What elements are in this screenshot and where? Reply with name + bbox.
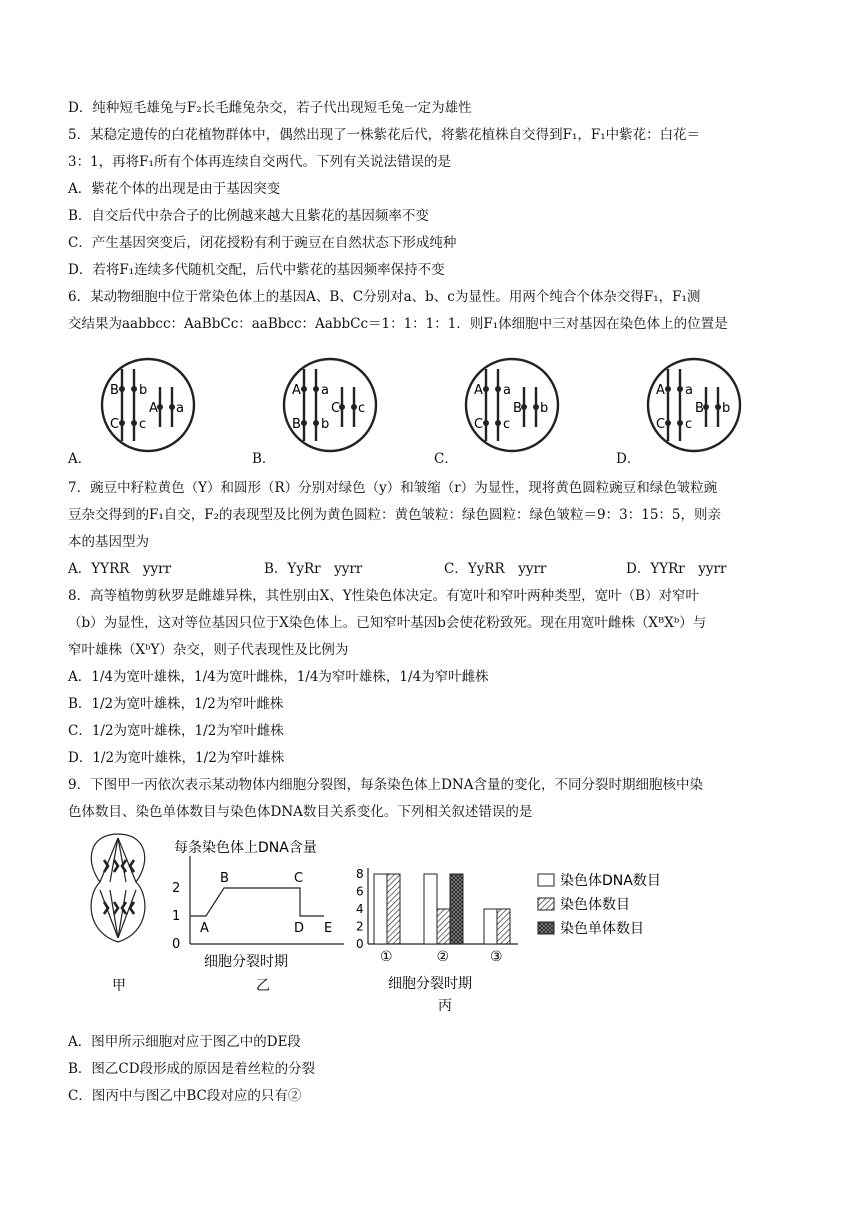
gene-locus bbox=[131, 386, 137, 392]
legend-label: 染色单体数目 bbox=[560, 921, 644, 937]
yi-ytick: 1 bbox=[172, 909, 181, 924]
gene-label: c bbox=[685, 417, 693, 432]
text-line: D．纯种短毛雄兔与F₂长毛雌兔杂交，若子代出现短毛兔一定为雄性 bbox=[68, 100, 472, 116]
option-a: A．图甲所示细胞对应于图乙中的DE段 bbox=[68, 1034, 301, 1050]
gene-locus bbox=[301, 386, 307, 392]
question-9-figure bbox=[82, 830, 702, 1015]
gene-label: A bbox=[656, 383, 665, 398]
figure-jia-caption: 甲 bbox=[112, 978, 126, 994]
question-7-stem-end: 本的基因型为 bbox=[68, 534, 149, 550]
question-5-stem: 5．某稳定遗传的白花植物群体中，偶然出现了一株紫花后代，将紫花植株自交得到F₁，F₁中紫花：白花＝ bbox=[68, 127, 701, 143]
option-c-label: C． bbox=[434, 451, 458, 467]
question-7-options bbox=[68, 559, 726, 579]
option-c: C．产生基因突变后，闭花授粉有利于豌豆在自然状态下形成纯种 bbox=[68, 235, 457, 251]
bing-xlabel: 细胞分裂时期 bbox=[388, 976, 472, 992]
yi-ytick: 0 bbox=[172, 937, 181, 952]
yi-xlabel: 细胞分裂时期 bbox=[204, 954, 288, 970]
question-9-stem: 9．下图甲一丙依次表示某动物体内细胞分裂图，每条染色体上DNA含量的变化，不同分裂时期细胞核中染 bbox=[68, 777, 703, 793]
bing-caption: 丙 bbox=[438, 998, 452, 1014]
yi-point-label: D bbox=[294, 921, 305, 936]
legend-swatch-dna bbox=[538, 874, 554, 886]
option-b: B．1/2为宽叶雄株，1/2为窄叶雌株 bbox=[68, 696, 284, 712]
option-b: B．图乙CD段形成的原因是着丝粒的分裂 bbox=[68, 1061, 316, 1077]
question-6-stem: 6．某动物细胞中位于常染色体上的基因A、B、C分别对a、b、c为显性。用两个纯合个体杂交得F₁，F₁测 bbox=[68, 289, 701, 305]
gene-label: b bbox=[321, 417, 330, 432]
gene-label: B bbox=[292, 417, 301, 432]
yi-point-label: A bbox=[200, 921, 209, 936]
bar bbox=[484, 909, 497, 944]
gene-label: C bbox=[110, 417, 120, 432]
gene-locus bbox=[665, 420, 671, 426]
option-b: B．YyRr yyrr bbox=[264, 561, 363, 577]
gene-locus bbox=[169, 404, 175, 410]
cell-diagram bbox=[102, 359, 194, 451]
figure-svg bbox=[82, 830, 702, 1015]
question-8-stem-end: 窄叶雄株（XᵇY）杂交，则子代表现性及比例为 bbox=[68, 642, 349, 658]
gene-locus bbox=[301, 420, 307, 426]
gene-label: c bbox=[358, 401, 366, 416]
bing-chart bbox=[356, 867, 518, 965]
gene-label: A bbox=[149, 401, 158, 416]
cell-diagram bbox=[284, 359, 376, 451]
option-a: A．紫花个体的出现是由于基因突变 bbox=[68, 181, 281, 197]
y-tick-label: 2 bbox=[356, 919, 364, 934]
gene-label: A bbox=[474, 383, 483, 398]
gene-label: c bbox=[503, 417, 511, 432]
option-a-label: A． bbox=[68, 451, 92, 467]
gene-locus bbox=[131, 420, 137, 426]
question-8-stem-cont: （b）为显性，这对等位基因只位于X染色体上。已知窄叶基因b会使花粉致死。现在用宽叶雌株（XᴮXᵇ）与 bbox=[68, 615, 707, 631]
cell-diagram bbox=[466, 359, 558, 451]
gene-label: a bbox=[685, 383, 693, 398]
gene-label: b bbox=[540, 401, 549, 416]
gene-label: a bbox=[503, 383, 511, 398]
option-a: A．YYRR yyrr bbox=[68, 561, 172, 577]
gene-locus bbox=[313, 386, 319, 392]
category-label: ② bbox=[436, 949, 450, 965]
y-tick-label: 8 bbox=[356, 867, 364, 881]
option-d: D．若将F₁连续多代随机交配，后代中紫花的基因频率保持不变 bbox=[68, 262, 445, 278]
option-c: C．YyRR yyrr bbox=[444, 561, 547, 577]
option-c: C．图丙中与图乙中BC段对应的只有② bbox=[68, 1088, 302, 1104]
yi-title: 每条染色体上DNA含量 bbox=[174, 840, 317, 856]
question-5-stem-cont: 3：1，再将F₁所有个体再连续自交两代。下列有关说法错误的是 bbox=[68, 154, 451, 170]
gene-label: B bbox=[110, 383, 119, 398]
gene-label: a bbox=[321, 383, 329, 398]
y-tick-label: 0 bbox=[356, 937, 364, 951]
gene-label: b bbox=[722, 401, 731, 416]
gene-label: B bbox=[513, 401, 522, 416]
yi-point-label: B bbox=[220, 871, 229, 886]
gene-locus bbox=[351, 404, 357, 410]
gene-locus bbox=[665, 386, 671, 392]
option-c: C．1/2为宽叶雄株，1/2为窄叶雌株 bbox=[68, 723, 284, 739]
gene-label: B bbox=[695, 401, 704, 416]
question-6-figure bbox=[60, 355, 820, 465]
yi-ytick: 2 bbox=[172, 881, 181, 896]
gene-locus bbox=[495, 386, 501, 392]
gene-label: C bbox=[656, 417, 666, 432]
legend-label: 染色体数目 bbox=[560, 897, 630, 913]
bar bbox=[374, 874, 387, 944]
gene-locus bbox=[483, 386, 489, 392]
option-d: D．1/2为宽叶雄株，1/2为窄叶雄株 bbox=[68, 750, 285, 766]
question-6-stem-cont: 交结果为aabbcc：AaBbCc：aaBbcc：AabbCc＝1：1：1：1．则F₁体细胞中三对基因在染色体上的位置是 bbox=[68, 316, 728, 332]
legend-label: 染色体DNA数目 bbox=[560, 873, 661, 889]
option-b-label: B． bbox=[252, 451, 276, 467]
option-d: D．YYRr yyrr bbox=[626, 561, 727, 577]
y-tick-label: 4 bbox=[356, 902, 364, 916]
cell-diagram bbox=[648, 359, 740, 451]
bar bbox=[387, 874, 400, 944]
question-9-stem-cont: 色体数目、染色单体数目与染色体DNA数目关系变化。下列相关叙述错误的是 bbox=[68, 804, 533, 820]
yi-point-label: E bbox=[324, 921, 333, 936]
gene-locus bbox=[533, 404, 539, 410]
question-8-stem: 8．高等植物剪秋罗是雌雄异株，其性别由X、Y性染色体决定。有宽叶和窄叶两种类型，宽叶（B）对窄叶 bbox=[68, 588, 700, 604]
bing-legend bbox=[538, 872, 661, 937]
gene-locus bbox=[677, 386, 683, 392]
gene-locus bbox=[119, 386, 125, 392]
gene-label: C bbox=[474, 417, 484, 432]
legend-swatch-chromosome bbox=[538, 898, 554, 910]
gene-label: b bbox=[139, 383, 148, 398]
option-d-label: D． bbox=[616, 451, 641, 467]
gene-label: A bbox=[292, 383, 301, 398]
bar bbox=[450, 874, 463, 944]
gene-label: C bbox=[331, 401, 341, 416]
gene-locus bbox=[715, 404, 721, 410]
cell-division-diagram bbox=[91, 834, 145, 942]
question-7-stem-cont: 豆杂交得到的F₁自交，F₂的表现型及比例为黄色圆粒：黄色皱粒：绿色圆粒：绿色皱粒＝9：3：15：5，则亲 bbox=[68, 507, 722, 523]
category-label: ① bbox=[380, 949, 393, 965]
gene-label: a bbox=[176, 401, 184, 416]
bar bbox=[437, 909, 450, 944]
yi-axes bbox=[190, 856, 344, 944]
gene-label: c bbox=[139, 417, 147, 432]
y-tick-label: 6 bbox=[356, 884, 364, 899]
gene-locus bbox=[483, 420, 489, 426]
option-a: A．1/4为宽叶雄株，1/4为宽叶雌株，1/4为窄叶雄株，1/4为窄叶雌株 bbox=[68, 669, 489, 685]
option-b: B．自交后代中杂合子的比例越来越大且紫花的基因频率不变 bbox=[68, 208, 429, 224]
bar bbox=[497, 909, 510, 944]
legend-swatch-chromatid bbox=[538, 922, 554, 934]
gene-locus bbox=[495, 420, 501, 426]
gene-locus bbox=[677, 420, 683, 426]
bar bbox=[424, 874, 437, 944]
gene-locus bbox=[313, 420, 319, 426]
question-7-stem: 7．豌豆中籽粒黄色（Y）和圆形（R）分别对绿色（y）和皱缩（r）为显性，现将黄色圆粒豌豆和绿色皱粒豌 bbox=[68, 480, 718, 496]
yi-point-label: C bbox=[294, 871, 304, 886]
gene-locus bbox=[119, 420, 125, 426]
yi-caption: 乙 bbox=[256, 978, 270, 994]
category-label: ③ bbox=[490, 949, 503, 965]
